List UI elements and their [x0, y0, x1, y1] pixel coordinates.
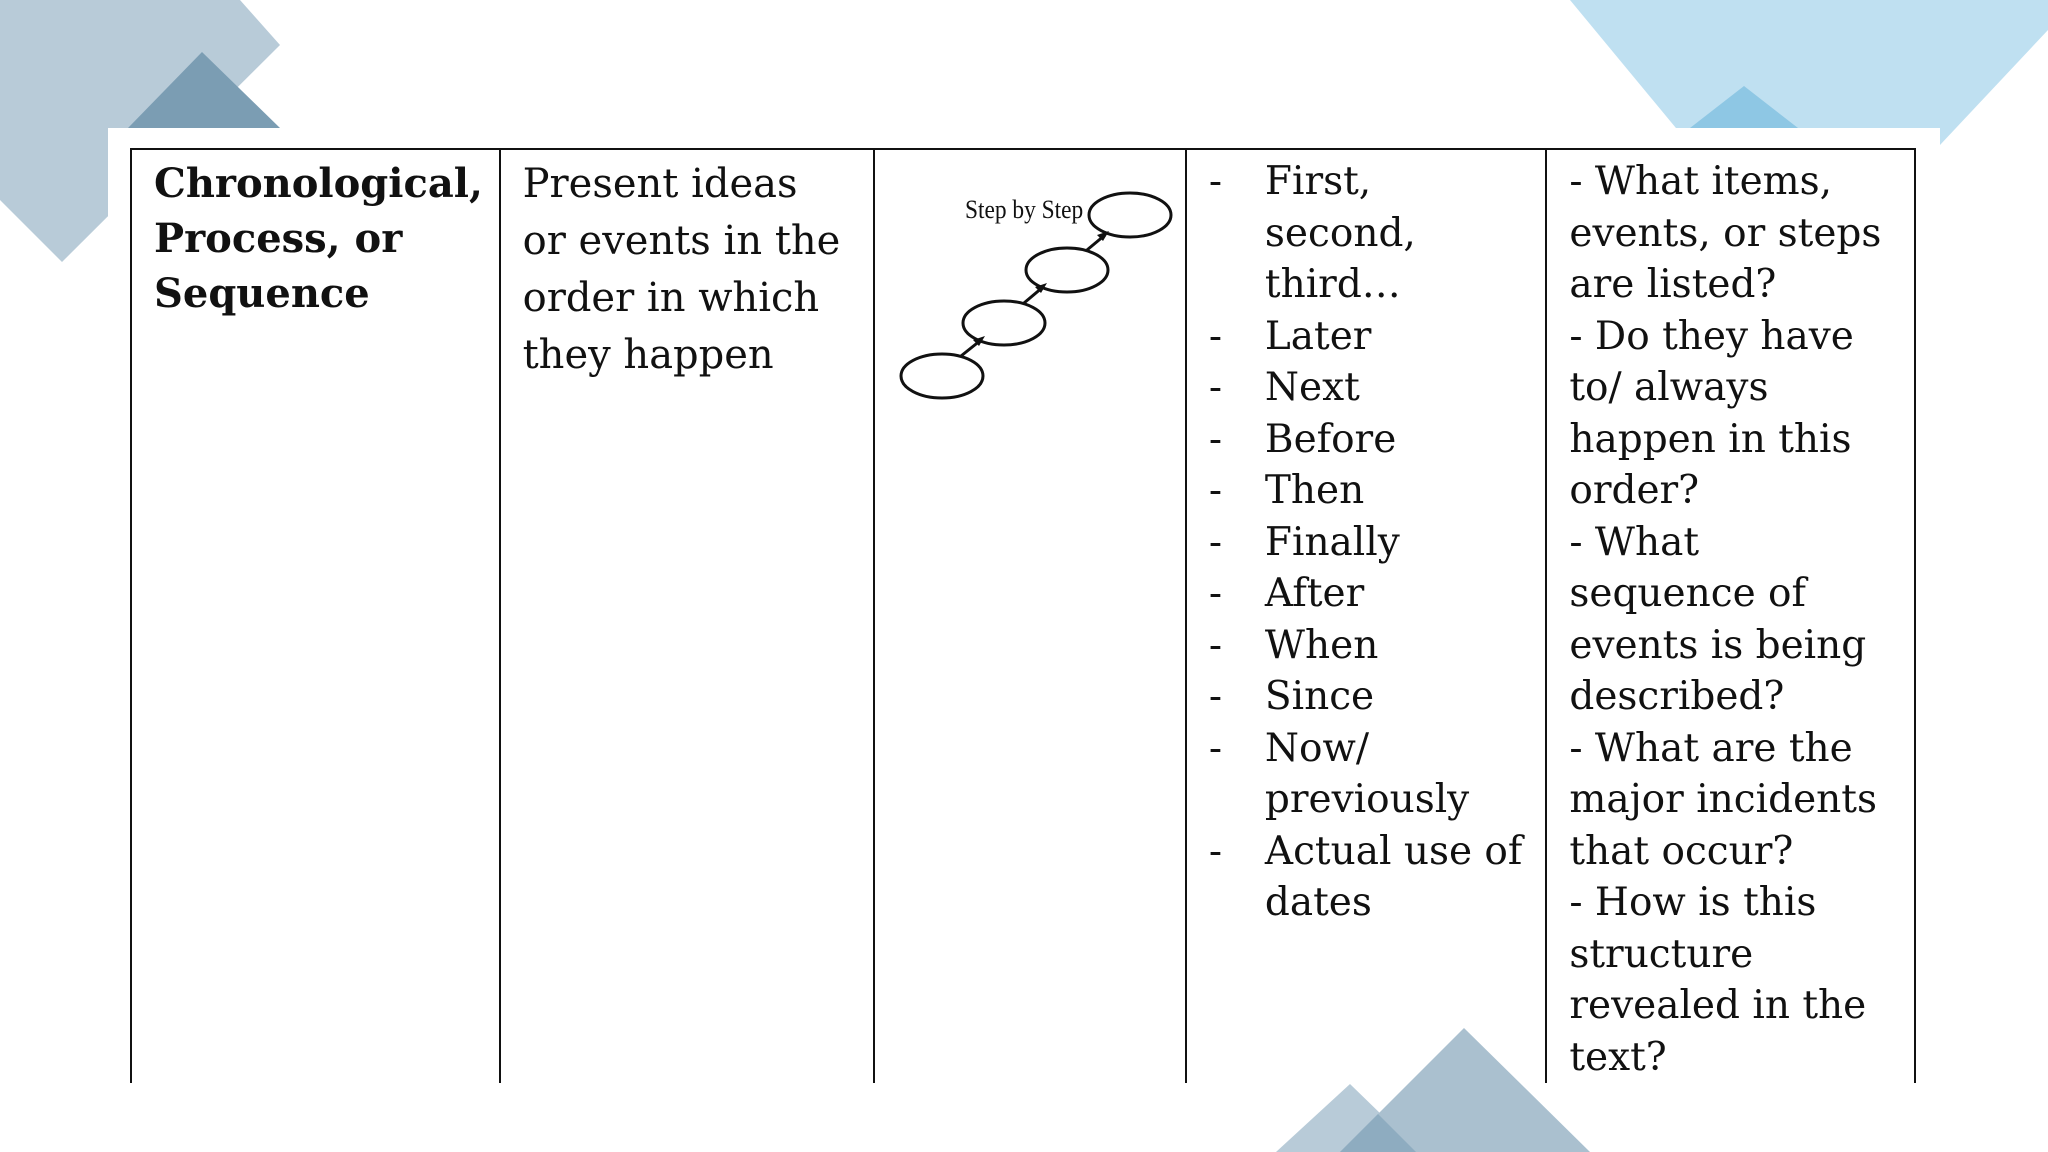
text-structure-table — [130, 148, 1916, 1083]
step-oval-3 — [1026, 248, 1108, 292]
description-cell — [500, 149, 875, 1083]
deco-diamond-top-right — [1570, 0, 2048, 145]
list-item: - When — [1208, 622, 1379, 668]
list-item: - Finally — [1208, 519, 1400, 565]
graphic-label: Step by Step — [965, 195, 1084, 225]
signal-words-list — [1209, 156, 1525, 929]
step-oval-2 — [963, 301, 1045, 345]
list-item: - Then — [1208, 468, 1365, 513]
list-item: - After — [1208, 571, 1365, 616]
list-item: - Later — [1208, 313, 1372, 359]
step-oval-4 — [1089, 193, 1171, 237]
list-item: - Do they have to/ always happen in this order? — [1569, 313, 1854, 513]
structure-description: Present ideas or events in the order in which they happen — [522, 161, 841, 378]
structure-type: Chronological, Process, or Sequence — [154, 160, 483, 317]
list-item: - First, second, third… — [1208, 159, 1416, 307]
questions-cell — [1546, 149, 1915, 1083]
list-item: - What sequence of events is being described? — [1569, 519, 1867, 719]
table-row — [131, 149, 1915, 1083]
graphic-organizer-cell — [874, 149, 1186, 1083]
list-item: - Actual use of dates — [1208, 828, 1523, 925]
list-item: - Before — [1208, 416, 1397, 462]
questions-list — [1569, 156, 1894, 1083]
list-item: - What are the major incidents that occur? — [1569, 725, 1877, 874]
structure-type-cell — [131, 149, 500, 1083]
list-item: - Now/ previously — [1208, 725, 1470, 822]
step-by-step-icon — [875, 150, 1219, 410]
list-item: - What items, events, or steps are listed? — [1569, 159, 1882, 307]
list-item: - How is this structure revealed in the text? — [1569, 880, 1867, 1080]
signal-words-cell — [1186, 149, 1546, 1083]
list-item: - Since — [1208, 674, 1375, 719]
list-item: - Next — [1208, 365, 1360, 410]
step-oval-1 — [901, 354, 983, 398]
